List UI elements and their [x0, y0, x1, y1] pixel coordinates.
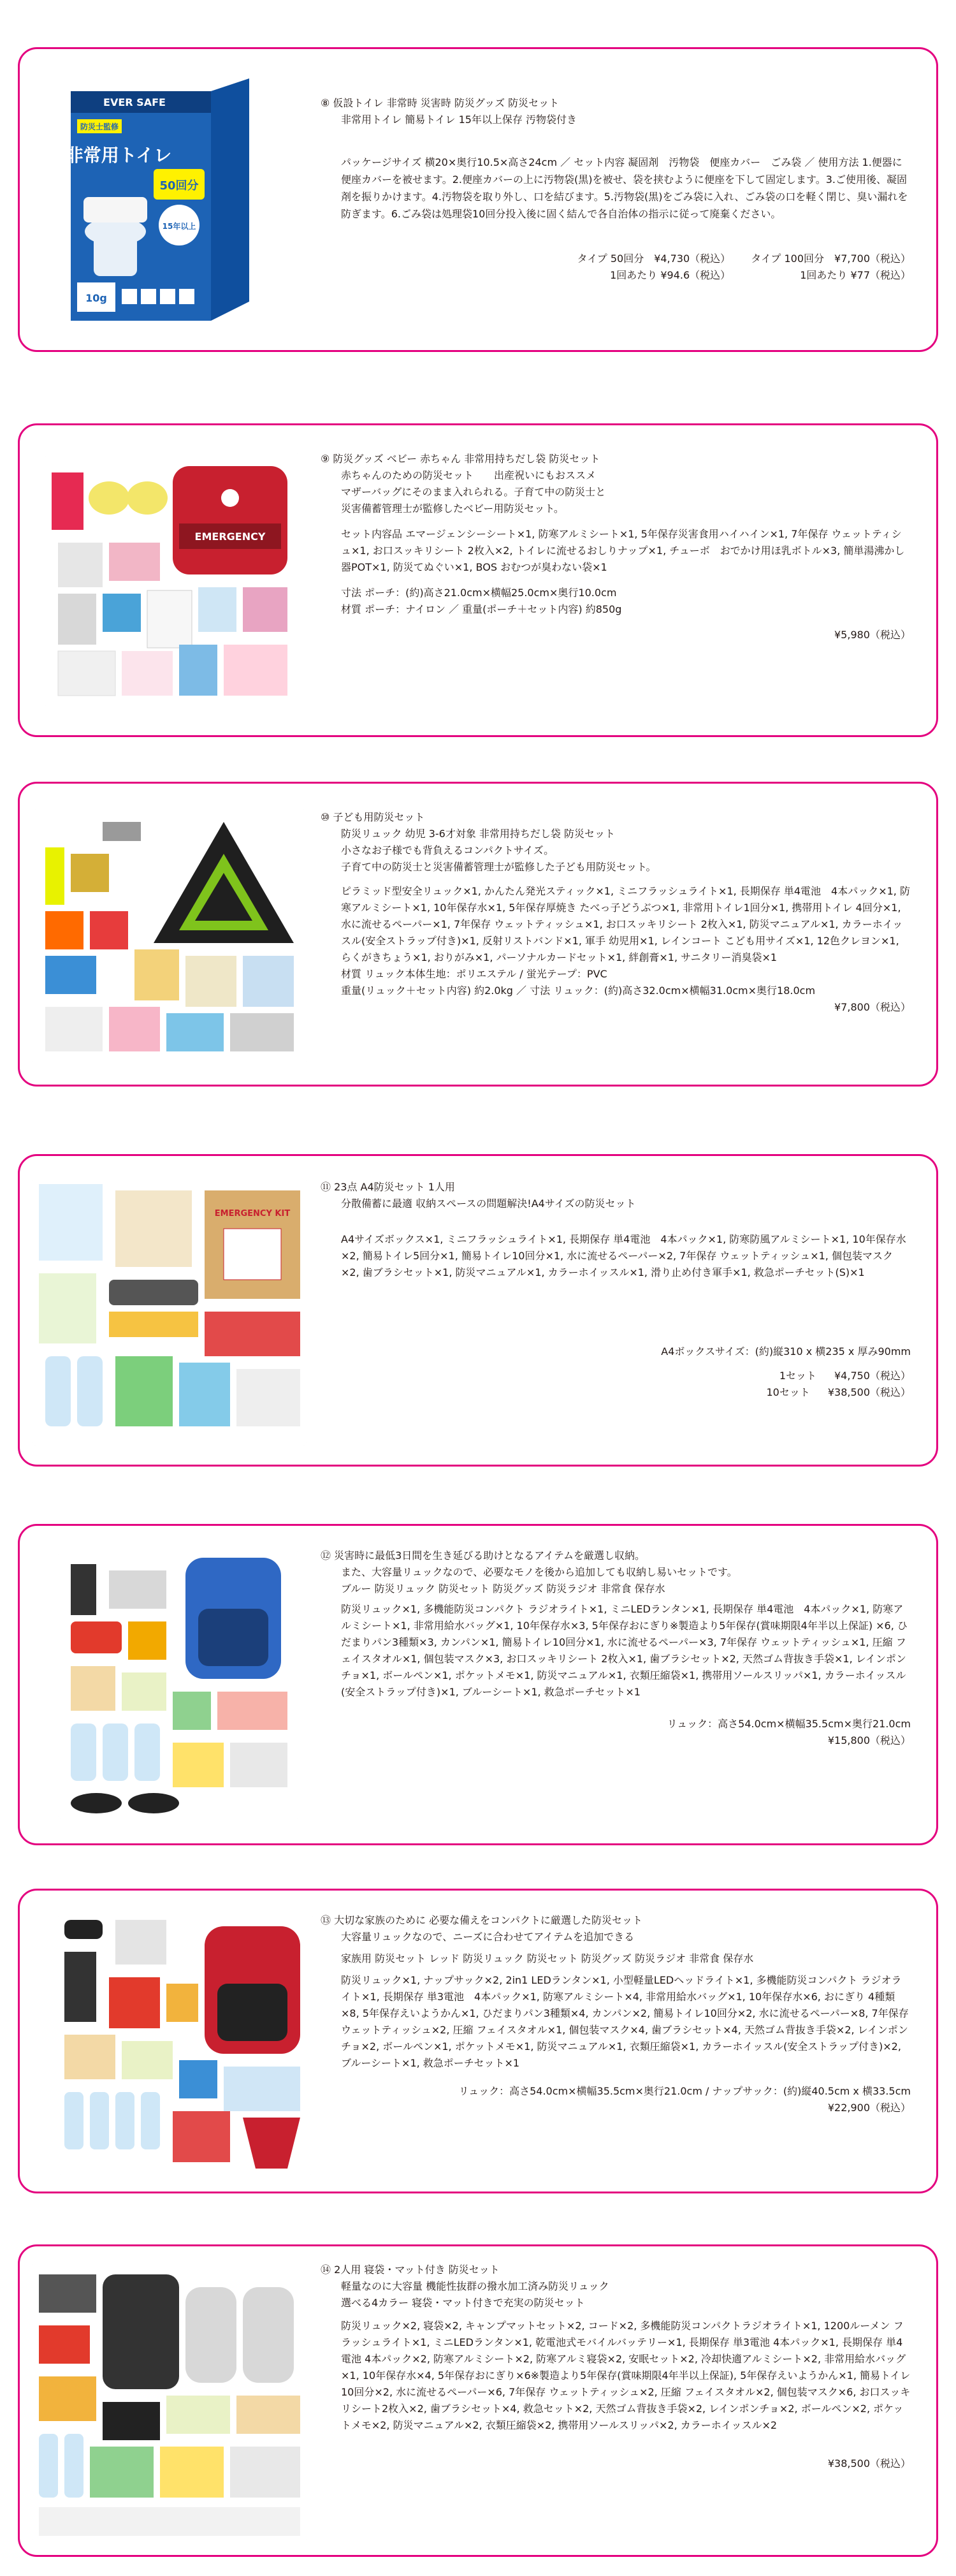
product-line: 防災リュック 幼児 3-6才対象 非常用持ちだし袋 防災セット [341, 828, 615, 840]
product-card-kids [18, 782, 938, 1087]
product-material: 材質 リュック本体生地：ポリエステル / 蛍光テープ：PVC [341, 968, 607, 980]
product-photo-red [58, 1914, 313, 2175]
pouch-label: EMERGENCY [194, 531, 266, 543]
product-card-toilet [18, 47, 938, 352]
product-line: マザーバッグにそのまま入れられる。子育て中の防災士と [341, 486, 606, 498]
product-contents: セット内容品 エマージェンシーシート×1, 防寒アルミシート×1, 5年保存災害食用ハイハイン×1, 7年保存 ウェットティシュ×1, お口スッキリシート 2枚入×2, トイレに流せるおしりナップ×1, チューボ おでかけ用ほ乳ボトル×3, 簡単湯沸かし器POT×1, 防災てぬぐい×1, BOS おむつが臭わない袋×1 [341, 528, 905, 573]
package-qty: 10g [85, 292, 107, 304]
product-line: また、大容量リュックなので、必要なモノを後から追加しても収納し易いセットです。 [341, 1566, 737, 1578]
price-option-100 [751, 251, 911, 284]
two-person-set-illustration [33, 2262, 307, 2542]
product-title: ⑩ 子ども用防災セット [321, 811, 425, 823]
product-contents: ピラミッド型安全リュック×1, かんたん発光スティック×1, ミニフラッシュライト×1, 長期保存 単4電池 4本パック×1, 防寒アルミシート×1, 10年保存水×1, 5年保存厚焼き たべっ子どうぶつ×1, 非常用トイレ1回分×1, 携帯用トイレ 4回分×1, 水に流せるペーパー×1, 7年保存 ウェットティッシュ×1, お口スッキリシート 2枚入×1, 防災マニュアル×1, カラーホイッスル(安全ストラップ付き)×1, 反射リストバンド×1, 軍手 幼児用×1, レインコート こども用サイズ×1, 12色クレヨン×1, らくがきちょう×1, おりがみ×1, パーソナルカードセット×1, 絆創膏×1, サニタリー消臭袋×1 [341, 885, 910, 963]
product-line: 小さなお子様でも背負えるコンパクトサイズ。 [341, 844, 554, 856]
product-photo-toilet [58, 72, 268, 327]
product-line: 軽量なのに大容量 機能性抜群の撥水加工済み防災リュック [341, 2280, 609, 2292]
product-title: ⑧ 仮設トイレ 非常時 災害時 防災グッズ 防災セット [321, 97, 560, 109]
product-price: ¥15,800（税込） [827, 1734, 911, 1746]
price-per-use: 1回あたり ¥94.6（税込） [610, 269, 731, 281]
product-contents: 防災リュック×2, 寝袋×2, キャンプマットセット×2, コード×2, 多機能防災コンパクトラジオライト×1, 1200ルーメン フラッシュライト×1, ミニLEDランタン×1, 乾電池式モバイルバッテリー×1, 長期保存 単3電池 4本パック×1, 長期保存 単4電池 4本パック×2, 防寒アルミシート×2, 防寒アルミ寝袋×2, 安眠セット×2, 冷却快適アルミシート×2, 非常用給水バッグ×1, 10年保存水×4, 5年保存おにぎり×6※製造より5年保存(賞味期限4年半以上保証), 5年保存えいようかん×1, 簡易トイレ10回分×2, 水に流せるペーパー×6, 7年保存 ウェットティッシュ×2, 圧縮 フェイスタオル×2, 個包装マスク×6, お口スッキリシート2枚入×2, 歯ブラシセット×4, 救急セット×2, 天然ゴム背抜き手袋×2, レインポンチョ×2, ボールペン×2, ポケットメモ×2, 防災マニュアル×2, 衣類圧縮袋×2, 携帯用ソールスリッパ×2, カラーホイッスル×2 [341, 2320, 911, 2431]
blue-set-illustration [58, 1551, 300, 1819]
price-option-50 [577, 251, 731, 284]
product-subtitle: 分散備蓄に最適 収納スペースの問題解決!A4サイズの防災セット [341, 1197, 636, 1210]
product-line: 子育て中の防災士と災害備蓄管理士が監修した子ども用防災セット。 [341, 861, 656, 873]
package-name: 非常用トイレ [65, 145, 172, 166]
product-price: ¥22,900（税込） [827, 2102, 911, 2114]
product-photo-baby [45, 453, 300, 708]
price-label: 1セット [779, 1370, 816, 1382]
price-row-1 [321, 1368, 911, 1384]
product-contents: A4サイズボックス×1, ミニフラッシュライト×1, 長期保存 単4電池 4本パック×1, 防寒防風アルミシート×1, 10年保存水×2, 簡易トイレ5回分×1, 簡易トイレ10回分×1, 水に流せるペーパー×2, 7年保存 ウェットティッシュ×1, 個包装マスク×2, 歯ブラシセット×1, 防災マニュアル×1, カラーホイッスル×1, 滑り止め付き軍手×1, 救急ポーチセット(S)×1 [341, 1233, 906, 1278]
box-label: EMERGENCY KIT [214, 1209, 291, 1218]
product-subtitle: 非常用トイレ 簡易トイレ 15年以上保存 汚物袋付き [341, 113, 577, 126]
product-contents: 防災リュック×1, 多機能防災コンパクト ラジオライト×1, ミニLEDランタン×1, 長期保存 単4電池 4本パック×1, 防寒アルミシート×1, 非常用給水バッグ×1, 10年保存水×3, 5年保存おにぎり※製造より5年保存(賞味期限4年半以上保証) ×6, ひだまりパン3種類×3, カンパン×1, 簡易トイレ10回分×1, 水に流せるペーパー×3, 7年保存 ウェットティッシュ×1, 圧縮 フェイスタオル×1, 個包装マスク×3, お口スッキリシート 2枚入×1, 歯ブラシセット×2, 天然ゴム背抜き手袋×1, レインポンチョ×1, ボールペン×1, ポケットメモ×1, 防災マニュアル×1, 衣類圧縮袋×1, 携帯用ソールスリッパ×1, カラーホイッスル(安全ストラップ付き)×1, ブルーシート×1, 救急ポーチセット×1 [341, 1603, 908, 1698]
product-card-red-family [18, 1889, 938, 2193]
product-contents: 防災リュック×1, ナップサック×2, 2in1 LEDランタン×1, 小型軽量LEDヘッドライト×1, 多機能防災コンパクト ラジオライト×1, 長期保存 単3電池 4本パック×1, 防寒アルミシート×4, 非常用給水バッグ×1, 10年保存水×6, おにぎり 4種類×8, 5年保存えいようかん×1, ひだまりパン3種類×4, カンパン×2, 簡易トイレ10回分×2, 水に流せるペーパー×8, 7年保存 ウェットティッシュ×2, 圧縮 フェイスタオル×1, 個包装マスク×4, 歯ブラシセット×4, 天然ゴム背抜き手袋×2, レインポンチョ×2, ボールペン×1, ポケットメモ×1, 防災マニュアル×1, 衣類圧縮袋×1, カラーホイッスル(安全ストラップ付き)×2, ブルーシート×1, 救急ポーチセット×1 [341, 1974, 909, 2069]
package-brand: EVER SAFE [103, 96, 166, 108]
product-price: ¥7,800（税込） [834, 1001, 911, 1013]
product-card-baby [18, 423, 938, 737]
package-count: 50回分 [159, 179, 199, 193]
price-line: タイプ 100回分 ¥7,700（税込） [751, 252, 911, 265]
product-photo-kids [33, 809, 307, 1064]
product-line: 大容量リュックなので、ニーズに合わせてアイテムを追加できる [341, 1931, 635, 1943]
product-material: 材質 ポーチ：ナイロン ／ 重量(ポーチ＋セット内容) 約850g [341, 603, 622, 615]
product-price: ¥5,980（税込） [834, 629, 911, 641]
product-price: ¥38,500（税込） [827, 2457, 911, 2470]
product-card-blue-backpack [18, 1524, 938, 1845]
kids-set-illustration [33, 809, 307, 1064]
baby-set-illustration [45, 453, 300, 708]
price-row-2 [321, 1384, 911, 1401]
package-tag: 防災士監修 [80, 122, 119, 131]
product-size: リュック：高さ54.0cm×横幅35.5cm×奥行21.0cm [667, 1718, 911, 1730]
product-size: 寸法 ポーチ：(約)高さ21.0cm×横幅25.0cm×奥行10.0cm [341, 587, 617, 599]
price-table [321, 251, 911, 284]
product-line: ブルー 防災リュック 防災セット 防災グッズ 防災ラジオ 非常食 保存水 [341, 1583, 665, 1595]
product-card-a4 [18, 1154, 938, 1467]
package-years: 15年以上 [162, 222, 196, 231]
product-weight: 重量(リュック＋セット内容) 約2.0kg ／ 寸法 リュック：(約)高さ32.0cm×横幅31.0cm×奥行18.0cm [341, 984, 816, 997]
red-set-illustration [58, 1914, 313, 2175]
product-photo-a4 [33, 1178, 307, 1445]
product-line: 選べる4カラー 寝袋・マット付きで充実の防災セット [341, 2297, 585, 2309]
product-line: 災害備蓄管理士が監修したベビー用防災セット。 [341, 502, 564, 515]
toilet-package-illustration [58, 72, 268, 327]
product-card-two-person [18, 2244, 938, 2557]
product-description: パッケージサイズ 横20×奥行10.5×高さ24cm ／ セット内容 凝固剤 汚物袋 便座カバー ごみ袋 ／ 使用方法 1.便器に便座カバーを被せます。2.便座カバーの上に汚物袋(黒)を被せ、袋を挟むように便座を下して固定します。3.ご使用後、凝固剤を振りかけます。4.汚物袋を取り外し、口を結びます。5.汚物袋(黒)をごみ袋に入れ、ごみ袋の口を軽く閉じ、臭い漏れを防ぎます。6.ごみ袋は処理袋10回分投入後に固く結んで各自治体の指示に従って廃棄ください。 [341, 156, 908, 220]
product-line: 家族用 防災セット レッド 防災リュック 防災セット 防災グッズ 防災ラジオ 非常食 保存水 [341, 1952, 754, 1965]
product-title: ⑭ 2人用 寝袋・マット付き 防災セット [321, 2264, 500, 2276]
a4-set-illustration [33, 1178, 307, 1445]
product-title: ⑪ 23点 A4防災セット 1人用 [321, 1181, 455, 1193]
product-size: リュック：高さ54.0cm×横幅35.5cm×奥行21.0cm / ナップサック：(約)縦40.5cm x 横33.5cm [458, 2085, 911, 2097]
product-title: ⑬ 大切な家族のために 必要な備えをコンパクトに厳選した防災セット [321, 1914, 643, 1926]
product-photo-blue [58, 1551, 300, 1819]
price-value: ¥38,500（税込） [827, 1386, 911, 1398]
product-line: 赤ちゃんのための防災セット 出産祝いにもおススメ [341, 469, 597, 481]
product-title: ⑨ 防災グッズ ベビー 赤ちゃん 非常用持ちだし袋 防災セット [321, 453, 600, 465]
price-value: ¥4,750（税込） [834, 1370, 911, 1382]
product-box-size: A4ボックスサイズ：(約)縦310 x 横235 x 厚み90mm [661, 1345, 911, 1358]
price-label: 10セット [766, 1386, 810, 1398]
price-line: タイプ 50回分 ¥4,730（税込） [577, 252, 731, 265]
product-photo-two-person [33, 2262, 307, 2542]
price-per-use: 1回あたり ¥77（税込） [800, 269, 911, 281]
product-title: ⑫ 災害時に最低3日間を生き延びる助けとなるアイテムを厳選し収納。 [321, 1549, 646, 1562]
